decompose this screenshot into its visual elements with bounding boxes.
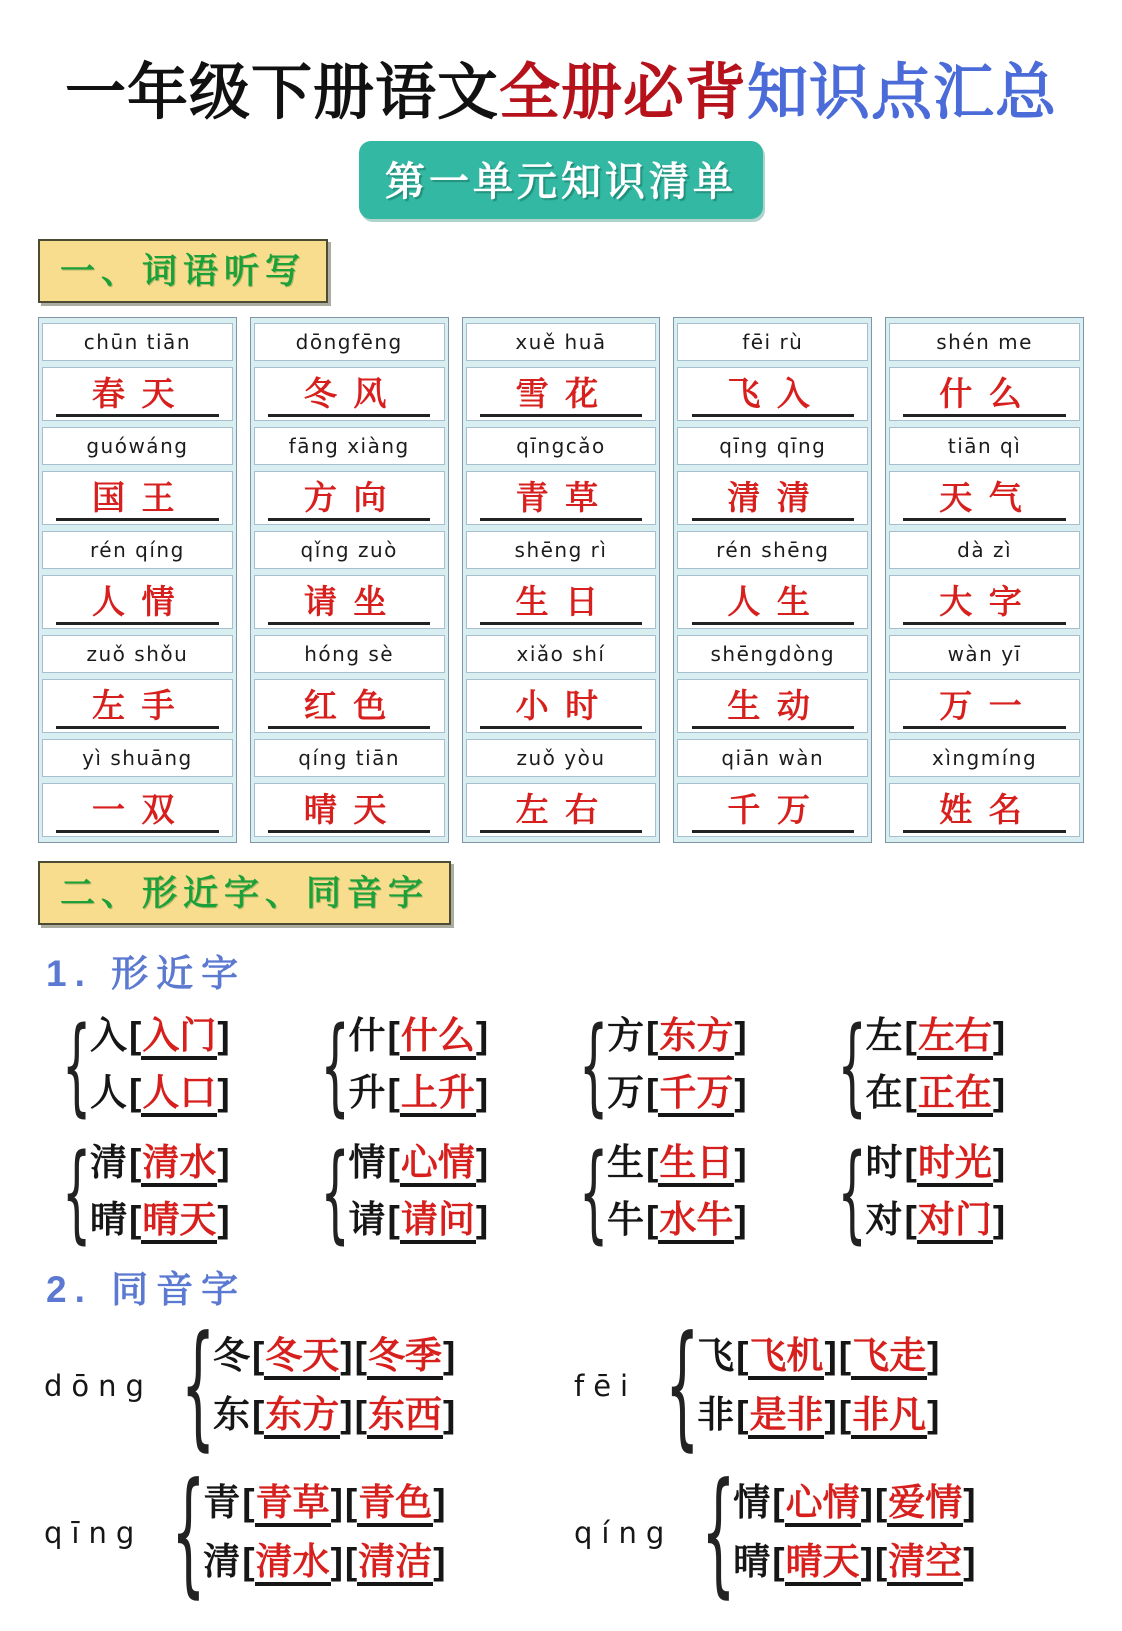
pinyin-cell: shēng rì: [466, 531, 657, 569]
bracketed-word: [129, 1199, 230, 1244]
base-character: 清: [90, 1142, 127, 1184]
bracketed-word: [252, 1394, 353, 1439]
curly-brace-icon: [665, 1307, 685, 1465]
base-character: 情: [733, 1482, 771, 1524]
section-heading-dictation: 一、词语听写: [38, 239, 328, 303]
homophone-pinyin: qíng: [574, 1515, 674, 1550]
bracketed-word: [129, 1142, 230, 1187]
pinyin-cell: tiān qì: [889, 427, 1080, 465]
word-answer: 万一: [903, 685, 1065, 729]
bracketed-word: [905, 1199, 1006, 1244]
word-answer: 请坐: [268, 581, 430, 625]
example-word: 时光: [917, 1142, 993, 1187]
bracketed-word: [355, 1335, 456, 1376]
word-answer: 什么: [903, 373, 1065, 417]
similar-pair: [349, 1142, 489, 1241]
pinyin-cell: qǐng zuò: [254, 531, 445, 569]
homophone-pinyin: fēi: [574, 1368, 638, 1403]
bracketed-word: [129, 1072, 230, 1117]
bracketed-word: [242, 1482, 343, 1527]
example-word: 青草: [255, 1482, 331, 1527]
similar-pair: [90, 1142, 230, 1241]
homophone-line: [733, 1482, 975, 1525]
word-answer: 冬风: [268, 373, 430, 417]
word-answer: 春天: [56, 373, 218, 417]
word-cell: [889, 367, 1080, 421]
homophone-group: [574, 1482, 1102, 1583]
curly-brace-icon: [321, 1130, 341, 1254]
bracketed-word: [875, 1541, 976, 1582]
similar-line: [866, 1072, 1006, 1115]
word-cell: [466, 575, 657, 629]
similar-line: [90, 1199, 230, 1242]
pinyin-cell: qiān wàn: [677, 739, 868, 777]
example-word: 人口: [141, 1072, 217, 1117]
base-character: 人: [90, 1071, 127, 1113]
similar-group: [321, 1015, 580, 1114]
similar-line: [90, 1142, 230, 1185]
dictation-column: [250, 317, 449, 843]
base-character: 左: [865, 1015, 903, 1056]
bracketed-word: [736, 1335, 837, 1380]
homophone-pair: [733, 1482, 975, 1583]
word-answer: 天气: [903, 477, 1065, 521]
word-cell: [466, 783, 657, 837]
bracketed-word: [875, 1482, 976, 1523]
word-answer: 一双: [56, 789, 218, 833]
word-answer: 千万: [692, 789, 854, 833]
homophone-group: [574, 1335, 1102, 1436]
curly-brace-icon: [838, 1002, 858, 1126]
similar-line: [866, 1199, 1006, 1242]
bracketed-word: [388, 1142, 489, 1187]
base-character: 生: [607, 1142, 644, 1184]
example-word: 冬天: [264, 1335, 340, 1380]
base-character: 晴: [733, 1540, 771, 1582]
bracketed-word: [252, 1335, 353, 1380]
example-word: 晴天: [141, 1199, 217, 1244]
pinyin-cell: yì shuāng: [42, 739, 233, 777]
example-word: 千万: [658, 1072, 734, 1117]
similar-pair: [607, 1015, 747, 1114]
similar-group: [579, 1142, 838, 1241]
word-cell: [889, 679, 1080, 733]
word-cell: [677, 471, 868, 525]
similar-pair: [90, 1015, 230, 1114]
word-cell: [42, 471, 233, 525]
bracketed-word: [646, 1142, 747, 1187]
base-character: 青: [203, 1482, 241, 1524]
curly-brace-icon: [579, 1130, 599, 1254]
homophone-line: [203, 1541, 445, 1584]
pinyin-cell: wàn yī: [889, 635, 1080, 673]
bracketed-word: [905, 1142, 1006, 1187]
bracketed-word: [242, 1541, 343, 1586]
similar-group: [62, 1015, 321, 1114]
similar-line: [349, 1072, 489, 1115]
pinyin-cell: dōngfēng: [254, 323, 445, 361]
example-word: 上升: [400, 1072, 476, 1117]
word-cell: [466, 471, 657, 525]
similar-line: [90, 1072, 230, 1115]
homophone-pinyin: qīng: [44, 1515, 144, 1550]
similar-line: [349, 1142, 489, 1185]
bracketed-word: [905, 1015, 1006, 1060]
pinyin-cell: zuǒ yòu: [466, 739, 657, 777]
example-word: 心情: [400, 1142, 476, 1187]
word-cell: [677, 367, 868, 421]
example-word: 生日: [658, 1142, 734, 1187]
word-answer: 小时: [480, 685, 642, 729]
dictation-column: [885, 317, 1084, 843]
example-word: 入门: [141, 1015, 217, 1060]
curly-brace-icon: [181, 1307, 201, 1465]
pinyin-cell: rén shēng: [677, 531, 868, 569]
base-character: 清: [203, 1540, 241, 1582]
base-character: 非: [697, 1393, 735, 1435]
word-cell: [42, 679, 233, 733]
bracketed-word: [388, 1072, 489, 1117]
pinyin-cell: qīng qīng: [677, 427, 868, 465]
section-heading-similar-homophone: 二、形近字、同音字: [38, 861, 451, 925]
base-character: 入: [90, 1015, 127, 1056]
example-word: 飞走: [851, 1335, 927, 1380]
word-answer: 青草: [480, 477, 642, 521]
base-character: 冬: [212, 1335, 250, 1377]
word-answer: 姓名: [903, 789, 1065, 833]
similar-line: [866, 1015, 1006, 1058]
word-cell: [254, 679, 445, 733]
homophone-group: [44, 1482, 574, 1583]
similar-line: [607, 1199, 747, 1242]
base-character: 请: [348, 1198, 386, 1240]
bracketed-word: [736, 1394, 837, 1439]
word-answer: 左手: [56, 685, 218, 729]
curly-brace-icon: [838, 1130, 858, 1254]
base-character: 牛: [607, 1198, 644, 1240]
word-answer: 方向: [268, 477, 430, 521]
homophone-group: [44, 1335, 574, 1436]
pinyin-cell: xìngmíng: [889, 739, 1080, 777]
pinyin-cell: rén qíng: [42, 531, 233, 569]
similar-group: [62, 1142, 321, 1241]
base-character: 在: [865, 1071, 903, 1113]
homophones-grid: [44, 1335, 1102, 1583]
bracketed-word: [905, 1072, 1006, 1117]
word-answer: 人生: [692, 581, 854, 625]
unit-banner-row: [0, 141, 1122, 219]
curly-brace-icon: [62, 1130, 82, 1254]
homophones-label: 2. 同音字: [46, 1269, 247, 1311]
similar-line: [90, 1015, 230, 1058]
bracketed-word: [355, 1394, 456, 1435]
bracketed-word: [646, 1199, 747, 1244]
homophone-line: [697, 1335, 939, 1378]
similar-line: [607, 1015, 747, 1058]
example-word: 冬季: [367, 1335, 443, 1380]
unit-banner: 第一单元知识清单: [359, 141, 763, 219]
word-cell: [42, 367, 233, 421]
similar-line: [349, 1015, 489, 1058]
word-answer: 清清: [692, 477, 854, 521]
similar-line: [866, 1142, 1006, 1185]
homophone-pair: [203, 1482, 445, 1583]
word-cell: [889, 575, 1080, 629]
bracketed-word: [345, 1482, 446, 1523]
dictation-table: [38, 317, 1084, 843]
bracketed-word: [388, 1015, 489, 1060]
example-word: 东方: [264, 1394, 340, 1439]
word-answer: 左右: [480, 789, 642, 833]
homophone-line: [697, 1394, 939, 1437]
dictation-column: [462, 317, 661, 843]
word-answer: 国王: [56, 477, 218, 521]
bracketed-word: [646, 1015, 747, 1060]
page-title: [0, 44, 1122, 131]
similar-characters-label: 1. 形近字: [46, 953, 247, 994]
base-character: 对: [865, 1198, 903, 1240]
base-character: 东: [212, 1393, 250, 1435]
dictation-column: [673, 317, 872, 843]
pinyin-cell: qíng tiān: [254, 739, 445, 777]
word-cell: [254, 575, 445, 629]
curly-brace-icon: [701, 1454, 721, 1612]
example-word: 清水: [141, 1142, 217, 1187]
example-word: 爱情: [887, 1482, 963, 1527]
pinyin-cell: shén me: [889, 323, 1080, 361]
word-answer: 雪花: [480, 373, 642, 417]
word-cell: [254, 783, 445, 837]
similar-group: [838, 1015, 1097, 1114]
pinyin-cell: dà zì: [889, 531, 1080, 569]
bracketed-word: [772, 1541, 873, 1586]
word-answer: 大字: [903, 581, 1065, 625]
similar-pair: [866, 1015, 1006, 1114]
similar-line: [607, 1142, 747, 1185]
similar-group: [838, 1142, 1097, 1241]
bracketed-word: [345, 1541, 446, 1582]
bracketed-word: [388, 1199, 489, 1244]
example-word: 请问: [400, 1199, 476, 1244]
bracketed-word: [839, 1394, 940, 1435]
pinyin-cell: xuě huā: [466, 323, 657, 361]
word-answer: 生日: [480, 581, 642, 625]
word-cell: [42, 783, 233, 837]
example-word: 水牛: [658, 1199, 734, 1244]
word-answer: 飞入: [692, 373, 854, 417]
example-word: 心情: [785, 1482, 861, 1527]
bracketed-word: [646, 1072, 747, 1117]
similar-pair: [866, 1142, 1006, 1241]
base-character: 飞: [697, 1335, 735, 1377]
similar-line: [607, 1072, 747, 1115]
example-word: 清洁: [357, 1541, 433, 1586]
word-cell: [889, 471, 1080, 525]
similar-pair: [349, 1015, 489, 1114]
example-word: 清空: [887, 1541, 963, 1586]
word-cell: [677, 575, 868, 629]
curly-brace-icon: [321, 1002, 341, 1126]
word-answer: 生动: [692, 685, 854, 729]
curly-brace-icon: [579, 1002, 599, 1126]
pinyin-cell: fēi rù: [677, 323, 868, 361]
homophone-pair: [213, 1335, 455, 1436]
pinyin-cell: chūn tiān: [42, 323, 233, 361]
pinyin-cell: hóng sè: [254, 635, 445, 673]
title-part-red: 全册必背: [498, 58, 747, 126]
title-part-black: 一年级下册语文: [64, 58, 499, 126]
word-cell: [677, 679, 868, 733]
similar-group: [321, 1142, 580, 1241]
homophone-line: [203, 1482, 445, 1525]
word-cell: [254, 367, 445, 421]
homophone-pair: [697, 1335, 939, 1436]
bracketed-word: [129, 1015, 230, 1060]
word-cell: [466, 367, 657, 421]
base-character: 情: [348, 1142, 386, 1184]
similar-characters-grid: [62, 1015, 1096, 1241]
base-character: 升: [348, 1071, 386, 1113]
similar-pair: [607, 1142, 747, 1241]
example-word: 是非: [748, 1394, 824, 1439]
word-cell: [677, 783, 868, 837]
homophone-pinyin: dōng: [44, 1368, 153, 1403]
example-word: 清水: [255, 1541, 331, 1586]
word-cell: [42, 575, 233, 629]
example-word: 青色: [357, 1482, 433, 1527]
bracketed-word: [839, 1335, 940, 1376]
homophone-line: [733, 1541, 975, 1584]
base-character: 晴: [90, 1198, 127, 1240]
word-answer: 人情: [56, 581, 218, 625]
example-word: 正在: [917, 1072, 993, 1117]
base-character: 万: [607, 1071, 644, 1113]
pinyin-cell: qīngcǎo: [466, 427, 657, 465]
bracketed-word: [772, 1482, 873, 1527]
example-word: 什么: [400, 1015, 476, 1060]
word-cell: [466, 679, 657, 733]
dictation-column: [38, 317, 237, 843]
base-character: 时: [865, 1142, 903, 1184]
similar-line: [349, 1199, 489, 1242]
base-character: 什: [348, 1015, 386, 1056]
pinyin-cell: guówáng: [42, 427, 233, 465]
pinyin-cell: fāng xiàng: [254, 427, 445, 465]
curly-brace-icon: [62, 1002, 82, 1126]
example-word: 对门: [917, 1199, 993, 1244]
example-word: 东西: [367, 1394, 443, 1439]
word-answer: 红色: [268, 685, 430, 729]
base-character: 方: [607, 1015, 644, 1056]
word-cell: [889, 783, 1080, 837]
pinyin-cell: xiǎo shí: [466, 635, 657, 673]
example-word: 晴天: [785, 1541, 861, 1586]
homophone-line: [213, 1335, 455, 1378]
example-word: 非凡: [851, 1394, 927, 1439]
homophone-line: [213, 1394, 455, 1437]
pinyin-cell: zuǒ shǒu: [42, 635, 233, 673]
word-answer: 晴天: [268, 789, 430, 833]
example-word: 左右: [917, 1015, 993, 1060]
pinyin-cell: shēngdòng: [677, 635, 868, 673]
similar-group: [579, 1015, 838, 1114]
example-word: 东方: [658, 1015, 734, 1060]
word-cell: [254, 471, 445, 525]
example-word: 飞机: [748, 1335, 824, 1380]
title-part-blue: 知识点汇总: [747, 58, 1058, 126]
curly-brace-icon: [171, 1454, 191, 1612]
